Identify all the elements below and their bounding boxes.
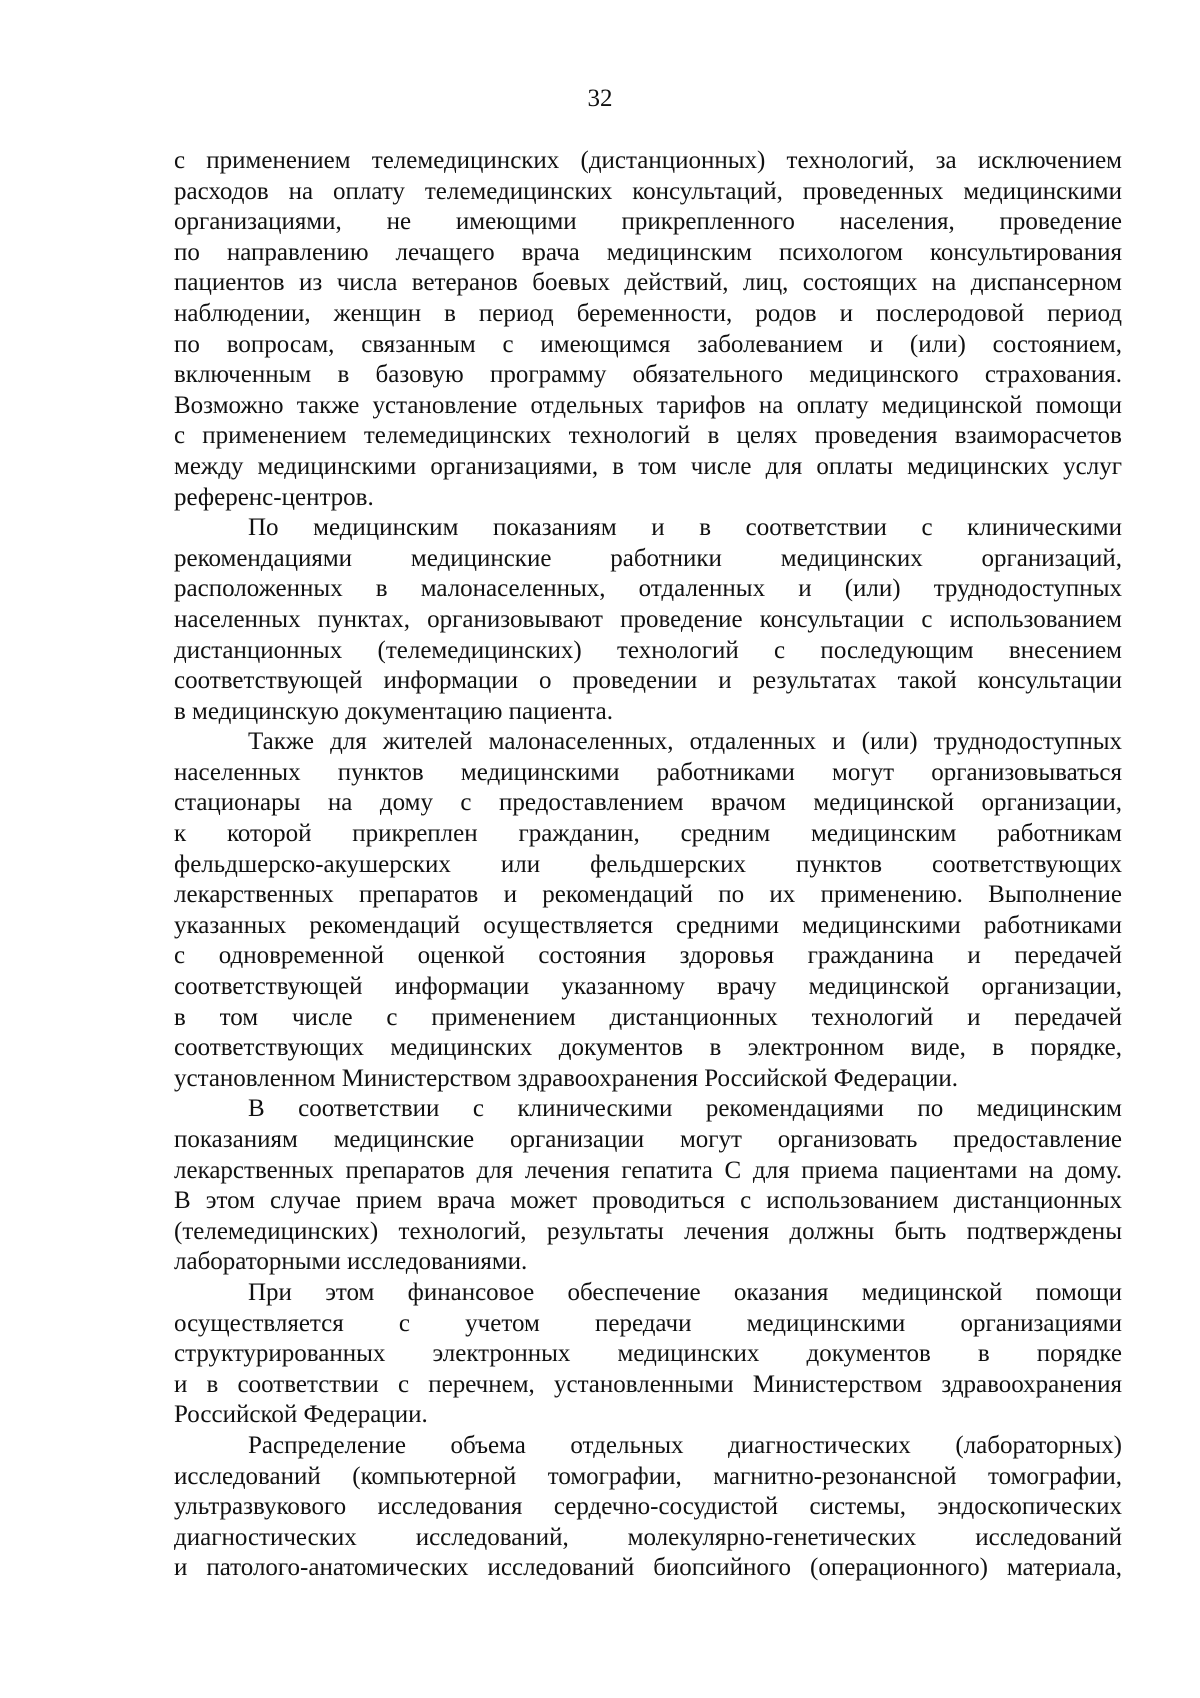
text-line: наблюдении, женщин в период беременности, родов и послеродовой период (174, 299, 1122, 327)
paragraph (174, 727, 1122, 1094)
text-line: к которой прикреплен гражданин, средним медицинским работникам (174, 820, 1122, 848)
text-line: соответствующей информации указанному врачу медицинской организации, (174, 973, 1122, 1001)
text-line: диагностических исследований, молекулярно-генетических исследований (174, 1523, 1122, 1551)
text-line: ультразвукового исследования сердечно-сосудистой системы, эндоскопических (174, 1493, 1122, 1521)
paragraph (174, 1278, 1122, 1431)
text-line: фельдшерско-акушерских или фельдшерских пунктов соответствующих (174, 850, 1122, 878)
text-line: осуществляется с учетом передачи медицинскими организациями (174, 1309, 1122, 1337)
text-line: лекарственных препаратов для лечения гепатита С для приема пациентами на дому. (174, 1156, 1122, 1184)
text-line: в медицинскую документацию пациента. (174, 697, 613, 725)
text-line: расположенных в малонаселенных, отдаленных и (или) труднодоступных (174, 575, 1122, 603)
text-line: Возможно также установление отдельных тарифов на оплату медицинской помощи (174, 391, 1122, 419)
text-line: организациями, не имеющими прикрепленного населения, проведение (174, 208, 1122, 236)
text-line: стационары на дому с предоставлением врачом медицинской организации, (174, 789, 1122, 817)
text-line: Российской Федерации. (174, 1401, 428, 1429)
text-line: с применением телемедицинских технологий в целях проведения взаиморасчетов (174, 422, 1122, 450)
text-line: В этом случае прием врача может проводиться с использованием дистанционных (174, 1187, 1122, 1215)
text-line: лабораторными исследованиями. (174, 1248, 528, 1276)
text-line: указанных рекомендаций осуществляется средними медицинскими работниками (174, 911, 1122, 939)
text-line: референс-центров. (174, 483, 374, 511)
text-line: по направлению лечащего врача медицинским психологом консультирования (174, 238, 1122, 266)
text-line: лекарственных препаратов и рекомендаций по их применению. Выполнение (174, 881, 1122, 909)
text-line: В соответствии с клиническими рекомендациями по медицинским (248, 1095, 1122, 1123)
text-line: соответствующей информации о проведении и результатах такой консультации (174, 667, 1122, 695)
text-line: При этом финансовое обеспечение оказания медицинской помощи (248, 1278, 1122, 1306)
paragraph (174, 513, 1122, 727)
paragraph (174, 1094, 1122, 1278)
text-line: и патолого-анатомических исследований биопсийного (операционного) материала, (174, 1554, 1122, 1582)
text-line: расходов на оплату телемедицинских консультаций, проведенных медицинскими (174, 177, 1122, 205)
text-line: с одновременной оценкой состояния здоровья гражданина и передачей (174, 942, 1122, 970)
text-line: и в соответствии с перечнем, установленными Министерством здравоохранения (174, 1370, 1122, 1398)
text-line: По медицинским показаниям и в соответствии с клиническими (248, 514, 1122, 542)
text-line: Распределение объема отдельных диагностических (лабораторных) (248, 1431, 1122, 1459)
document-body (174, 146, 1122, 1584)
text-line: населенных пунктов медицинскими работниками могут организовываться (174, 758, 1122, 786)
text-line: включенным в базовую программу обязательного медицинского страхования. (174, 361, 1122, 389)
text-line: (телемедицинских) технологий, результаты лечения должны быть подтверждены (174, 1217, 1122, 1245)
text-line: структурированных электронных медицинских документов в порядке (174, 1340, 1122, 1368)
text-line: показаниям медицинские организации могут организовать предоставление (174, 1126, 1122, 1153)
text-line: соответствующих медицинских документов в электронном виде, в порядке, (174, 1034, 1122, 1062)
paragraph (174, 146, 1122, 513)
text-line: Также для жителей малонаселенных, отдаленных и (или) труднодоступных (248, 728, 1122, 756)
paragraph (174, 1431, 1122, 1584)
text-line: установленном Министерством здравоохранения Российской Федерации. (174, 1064, 959, 1092)
text-line: исследований (компьютерной томографии, магнитно-резонансной томографии, (174, 1462, 1122, 1490)
text-line: дистанционных (телемедицинских) технологий с последующим внесением (174, 636, 1122, 664)
text-line: рекомендациями медицинские работники медицинских организаций, (174, 544, 1122, 572)
text-line: по вопросам, связанным с имеющимся заболеванием и (или) состоянием, (174, 330, 1122, 358)
text-line: с применением телемедицинских (дистанционных) технологий, за исключением (174, 147, 1122, 174)
text-line: населенных пунктах, организовывают проведение консультации с использованием (174, 605, 1122, 633)
text-line: в том числе с применением дистанционных технологий и передачей (174, 1003, 1122, 1031)
text-line: пациентов из числа ветеранов боевых действий, лиц, состоящих на диспансерном (174, 269, 1122, 297)
page-number: 32 (587, 85, 613, 112)
text-line: между медицинскими организациями, в том числе для оплаты медицинских услуг (174, 452, 1122, 480)
